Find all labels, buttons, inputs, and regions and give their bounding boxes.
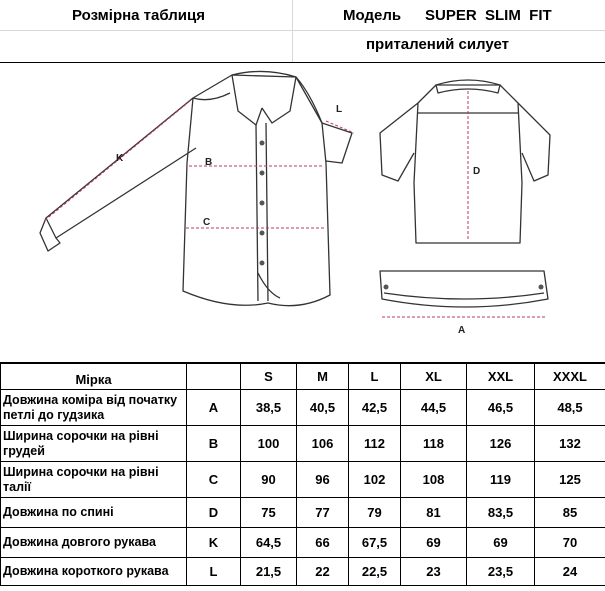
- cell-value: 77: [297, 498, 349, 528]
- shirt-diagram-svg: [0, 63, 605, 363]
- front-shirt-cuff: [40, 218, 60, 251]
- table-row: [1, 558, 605, 586]
- cell-value: 21,5: [241, 558, 297, 586]
- front-button: [260, 171, 265, 176]
- model-name: SUPER SLIM FIT: [425, 7, 552, 24]
- cell-value: 119: [467, 462, 535, 498]
- label-c: C: [203, 217, 211, 228]
- front-shirt-short-sleeve: [322, 123, 352, 163]
- cell-value: 23: [401, 558, 467, 586]
- front-button: [260, 261, 265, 266]
- cell-value: 102: [349, 462, 401, 498]
- label-k: K: [116, 153, 124, 164]
- measure-l-line: [326, 121, 354, 133]
- cell-value: 108: [401, 462, 467, 498]
- header-gridline: [0, 30, 605, 31]
- front-shirt-yoke: [193, 77, 322, 123]
- row-label: Довжина коміра від початку петлі до гудзика: [1, 390, 187, 426]
- row-label: Ширина сорочки на рівні талії: [1, 462, 187, 498]
- column-header-code: [187, 363, 241, 390]
- row-label: Довжина довгого рукава: [1, 528, 187, 558]
- size-header: XXXL: [535, 363, 605, 390]
- front-shirt-placket: [256, 123, 268, 301]
- cell-value: 112: [349, 426, 401, 462]
- shirt-diagram: [0, 62, 605, 364]
- collar-unrolled: [380, 271, 548, 307]
- row-code: C: [187, 462, 241, 498]
- cell-value: 22: [297, 558, 349, 586]
- table-row: [1, 498, 605, 528]
- size-header: XL: [401, 363, 467, 390]
- front-shirt-collar: [232, 71, 296, 125]
- cell-value: 81: [401, 498, 467, 528]
- row-code: L: [187, 558, 241, 586]
- cell-value: 64,5: [241, 528, 297, 558]
- page-title: Розмірна таблиця: [72, 7, 205, 24]
- label-a: A: [458, 325, 466, 336]
- size-header: L: [349, 363, 401, 390]
- back-shirt-right-sleeve: [518, 103, 550, 181]
- cell-value: 69: [467, 528, 535, 558]
- cell-value: 85: [535, 498, 605, 528]
- table-header-row: [1, 363, 605, 390]
- cell-value: 125: [535, 462, 605, 498]
- front-button: [260, 201, 265, 206]
- collar-button: [539, 285, 544, 290]
- cell-value: 46,5: [467, 390, 535, 426]
- cell-value: 22,5: [349, 558, 401, 586]
- row-label: Довжина по спині: [1, 498, 187, 528]
- table-row: [1, 426, 605, 462]
- row-label: Довжина короткого рукава: [1, 558, 187, 586]
- table-row: [1, 528, 605, 558]
- row-code: B: [187, 426, 241, 462]
- cell-value: 24: [535, 558, 605, 586]
- row-label: Ширина сорочки на рівні грудей: [1, 426, 187, 462]
- table-row: [1, 390, 605, 426]
- cell-value: 96: [297, 462, 349, 498]
- collar-button: [384, 285, 389, 290]
- front-shirt-long-sleeve: [46, 98, 196, 238]
- size-header: S: [241, 363, 297, 390]
- cell-value: 83,5: [467, 498, 535, 528]
- size-header: XXL: [467, 363, 535, 390]
- cell-value: 44,5: [401, 390, 467, 426]
- model-label: Модель: [343, 7, 402, 24]
- front-button: [260, 141, 265, 146]
- cell-value: 38,5: [241, 390, 297, 426]
- row-code: K: [187, 528, 241, 558]
- cell-value: 66: [297, 528, 349, 558]
- cell-value: 126: [467, 426, 535, 462]
- cell-value: 23,5: [467, 558, 535, 586]
- cell-value: 79: [349, 498, 401, 528]
- cell-value: 67,5: [349, 528, 401, 558]
- table-row: [1, 462, 605, 498]
- cell-value: 75: [241, 498, 297, 528]
- cell-value: 70: [535, 528, 605, 558]
- front-shirt-hem-curve: [258, 273, 280, 298]
- cell-value: 118: [401, 426, 467, 462]
- cell-value: 100: [241, 426, 297, 462]
- cell-value: 106: [297, 426, 349, 462]
- row-code: A: [187, 390, 241, 426]
- column-header-measure: Мірка: [1, 363, 187, 390]
- label-d: D: [473, 166, 481, 177]
- size-header: M: [297, 363, 349, 390]
- header-gridline: [292, 0, 293, 62]
- cell-value: 90: [241, 462, 297, 498]
- fit-description: приталений силует: [366, 36, 510, 53]
- size-table: [0, 362, 605, 586]
- row-code: D: [187, 498, 241, 528]
- cell-value: 42,5: [349, 390, 401, 426]
- cell-value: 40,5: [297, 390, 349, 426]
- cell-value: 132: [535, 426, 605, 462]
- label-l: L: [336, 104, 343, 115]
- front-button: [260, 231, 265, 236]
- cell-value: 48,5: [535, 390, 605, 426]
- back-shirt-left-sleeve: [380, 103, 418, 181]
- cell-value: 69: [401, 528, 467, 558]
- label-b: B: [205, 157, 213, 168]
